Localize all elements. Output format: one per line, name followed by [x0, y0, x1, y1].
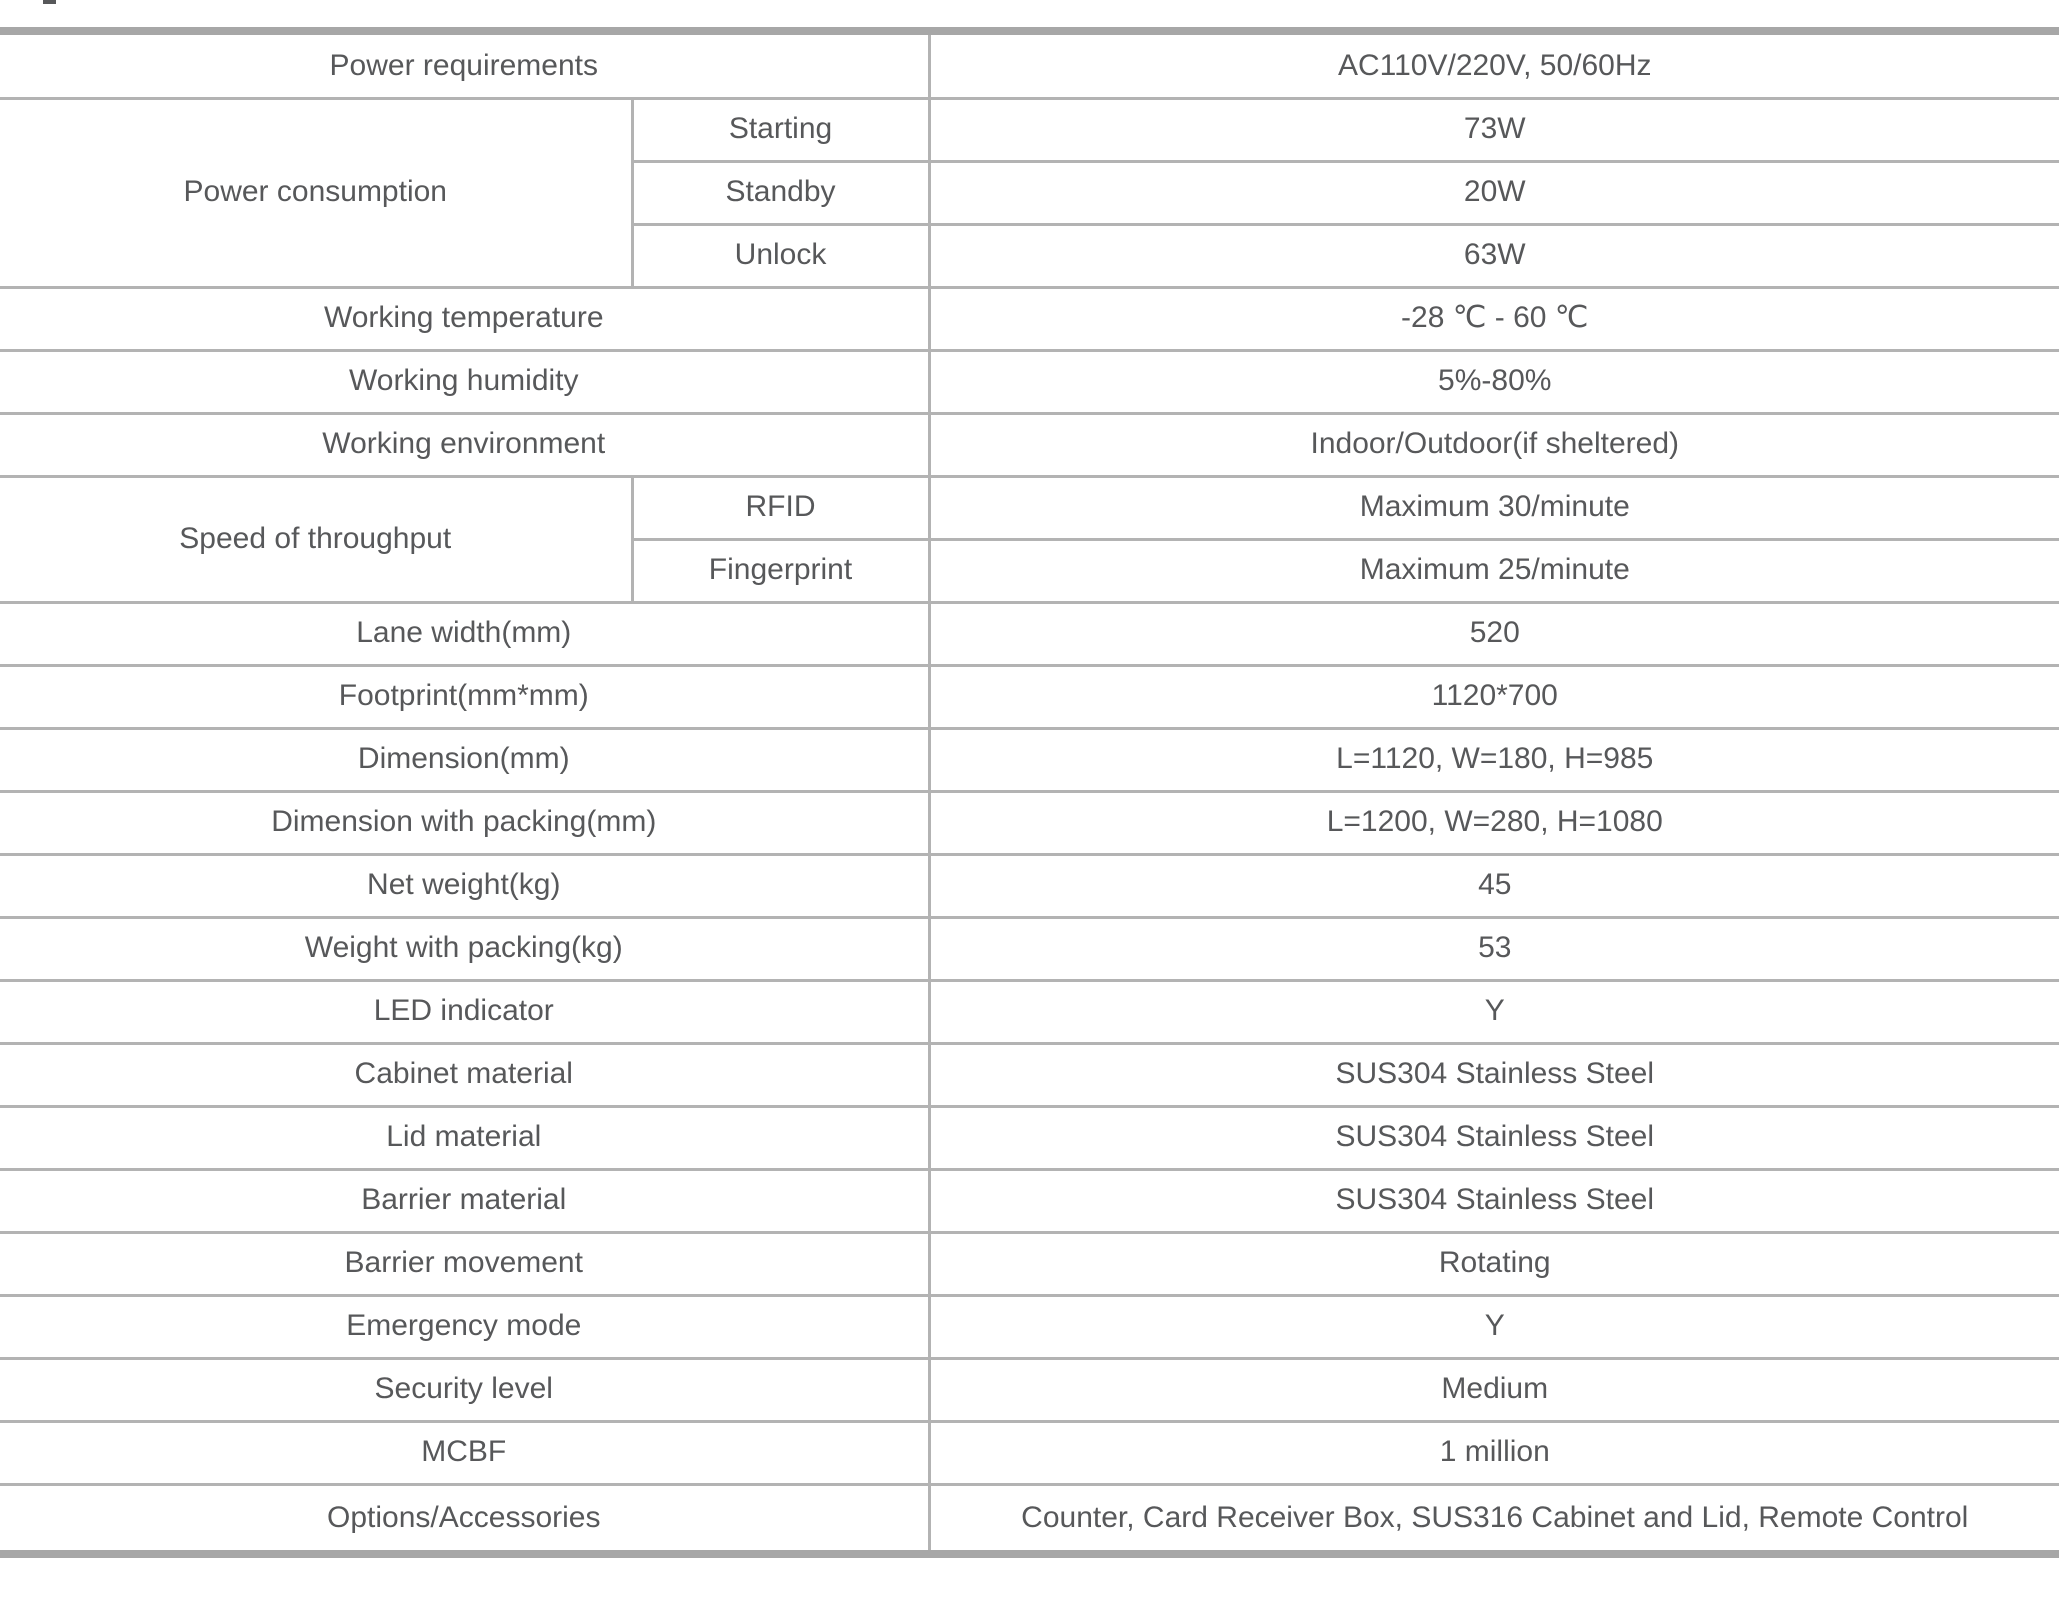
table-row — [0, 791, 2059, 854]
spec-group-label: Power consumption — [0, 98, 632, 287]
spec-label: LED indicator — [0, 980, 929, 1043]
spec-label: Footprint(mm*mm) — [0, 665, 929, 728]
spec-value: 5%-80% — [929, 350, 2059, 413]
spec-value: 45 — [929, 854, 2059, 917]
table-row — [0, 665, 2059, 728]
spec-value: Indoor/Outdoor(if sheltered) — [929, 413, 2059, 476]
spec-value: 520 — [929, 602, 2059, 665]
table-row — [0, 602, 2059, 665]
spec-value: Medium — [929, 1358, 2059, 1421]
spec-value: 1120*700 — [929, 665, 2059, 728]
spec-label: Power requirements — [0, 35, 929, 98]
table-row — [0, 854, 2059, 917]
spec-value: Y — [929, 980, 2059, 1043]
spec-sublabel: Starting — [632, 98, 929, 161]
spec-value: SUS304 Stainless Steel — [929, 1043, 2059, 1106]
spec-value: -28 ℃ - 60 ℃ — [929, 287, 2059, 350]
spec-value: 63W — [929, 224, 2059, 287]
spec-value: Maximum 25/minute — [929, 539, 2059, 602]
spec-value: 53 — [929, 917, 2059, 980]
spec-label: Net weight(kg) — [0, 854, 929, 917]
spec-table — [0, 35, 2059, 1550]
spec-label: Options/Accessories — [0, 1484, 929, 1550]
spec-label: Lid material — [0, 1106, 929, 1169]
spec-value: Counter, Card Receiver Box, SUS316 Cabinet and Lid, Remote Control — [929, 1484, 2059, 1550]
table-row — [0, 350, 2059, 413]
spec-label: Emergency mode — [0, 1295, 929, 1358]
table-row — [0, 476, 2059, 539]
spec-value: 20W — [929, 161, 2059, 224]
spec-value: AC110V/220V, 50/60Hz — [929, 35, 2059, 98]
table-row — [0, 1169, 2059, 1232]
table-row — [0, 1421, 2059, 1484]
spec-value: SUS304 Stainless Steel — [929, 1169, 2059, 1232]
table-row — [0, 980, 2059, 1043]
spec-label: Working temperature — [0, 287, 929, 350]
table-row — [0, 1106, 2059, 1169]
spec-label: Barrier material — [0, 1169, 929, 1232]
table-row — [0, 98, 2059, 161]
spec-value: SUS304 Stainless Steel — [929, 1106, 2059, 1169]
spec-sublabel: Standby — [632, 161, 929, 224]
spec-sublabel: Fingerprint — [632, 539, 929, 602]
spec-label: MCBF — [0, 1421, 929, 1484]
specification-table — [0, 27, 2059, 1558]
spec-group-label: Speed of throughput — [0, 476, 632, 602]
table-row — [0, 728, 2059, 791]
spec-value: L=1120, W=180, H=985 — [929, 728, 2059, 791]
spec-label: Barrier movement — [0, 1232, 929, 1295]
table-row — [0, 413, 2059, 476]
spec-sublabel: Unlock — [632, 224, 929, 287]
spec-value: Y — [929, 1295, 2059, 1358]
spec-sublabel: RFID — [632, 476, 929, 539]
spec-value: L=1200, W=280, H=1080 — [929, 791, 2059, 854]
spec-value: 73W — [929, 98, 2059, 161]
spec-label: Dimension(mm) — [0, 728, 929, 791]
spec-value: Rotating — [929, 1232, 2059, 1295]
table-row — [0, 1043, 2059, 1106]
spec-label: Security level — [0, 1358, 929, 1421]
spec-label: Lane width(mm) — [0, 602, 929, 665]
table-row — [0, 1295, 2059, 1358]
spec-label: Dimension with packing(mm) — [0, 791, 929, 854]
table-row — [0, 287, 2059, 350]
table-row — [0, 1232, 2059, 1295]
cropped-title-text-fragment — [43, 0, 56, 4]
spec-label: Cabinet material — [0, 1043, 929, 1106]
table-row — [0, 1358, 2059, 1421]
spec-value: Maximum 30/minute — [929, 476, 2059, 539]
table-row — [0, 35, 2059, 98]
table-row — [0, 1484, 2059, 1550]
table-row — [0, 917, 2059, 980]
spec-label: Working humidity — [0, 350, 929, 413]
spec-label: Weight with packing(kg) — [0, 917, 929, 980]
spec-label: Working environment — [0, 413, 929, 476]
spec-value: 1 million — [929, 1421, 2059, 1484]
